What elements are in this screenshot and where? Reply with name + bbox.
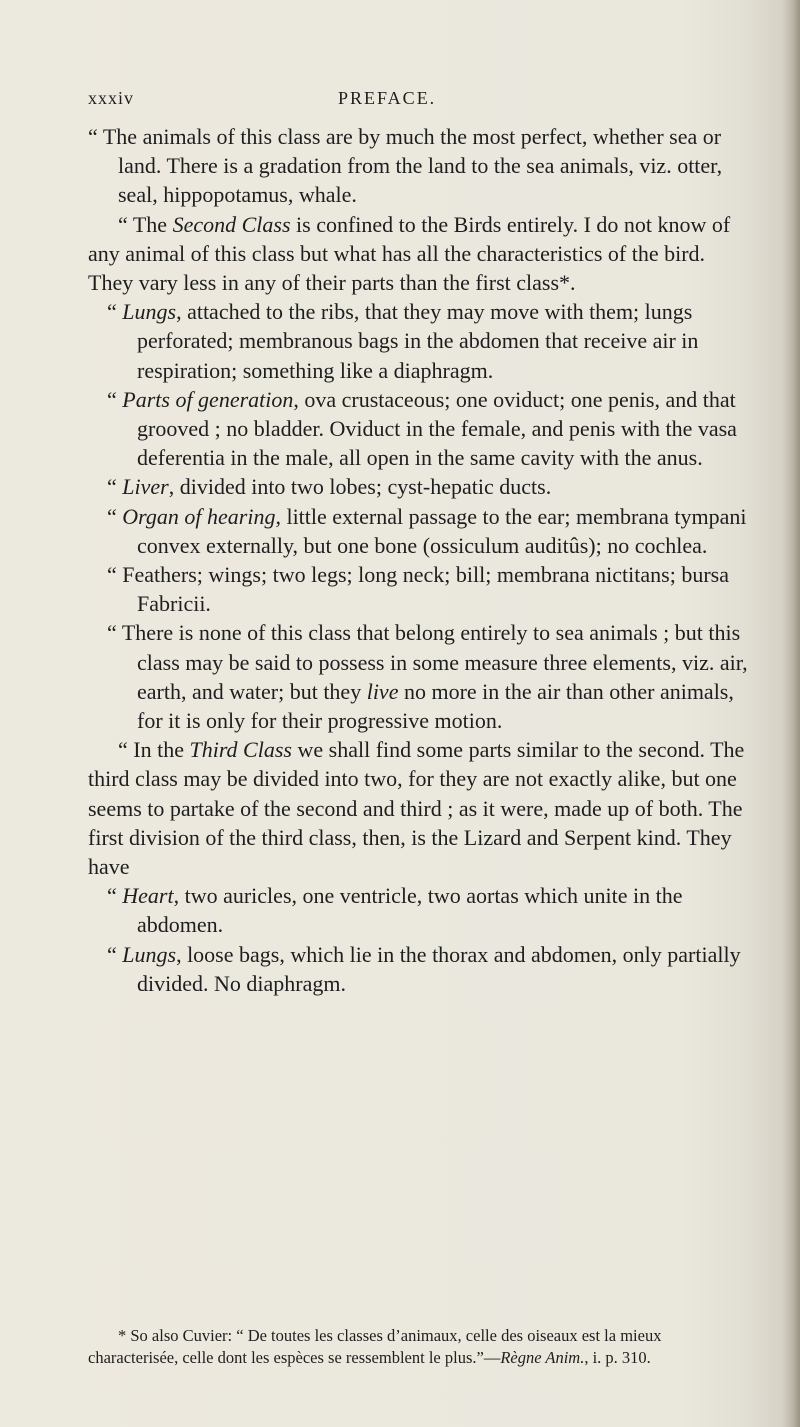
paragraph-organ-of-hearing: “ Organ of hearing, little external passage to the ear; membrana tympani convex externally, but one bone (ossiculum auditûs); no cochlea.: [107, 503, 747, 558]
running-title: PREFACE.: [338, 88, 437, 108]
paragraph-heart: “ Heart, two auricles, one ventricle, two aortas which unite in the abdomen.: [107, 883, 683, 938]
paragraph-feathers: “ Feathers; wings; two legs; long neck; bill; membrana nictitans; bursa Fabricii.: [107, 562, 729, 617]
paragraph-second-class: “ The Second Class is confined to the Birds entirely. I do not know of any animal of this class but what has all the characteristics of the bird. They vary less in any of their parts than the first class*.: [88, 211, 731, 296]
footnote-text: * So also Cuvier: “ De toutes les classes d’animaux, celle des oiseaux est la mieux characterisée, celle dont les espèces se ressemblent le plus.”—Règne Anim., i. p. 310.: [88, 1326, 662, 1367]
page-number: xxxiv: [88, 88, 135, 108]
paragraph-lungs: “ Lungs, attached to the ribs, that they may move with them; lungs perforated; membranous bags in the abdomen that receive air in respiration; something like a diaphragm.: [107, 299, 699, 383]
footnote: [88, 1325, 748, 1369]
paragraph-first-class: “ The animals of this class are by much the most perfect, whether sea or land. There is a gradation from the land to the sea animals, viz. otter, seal, hippopotamus, whale.: [88, 124, 723, 208]
paragraph-parts-of-generation: “ Parts of generation, ova crustaceous; one oviduct; one penis, and that grooved ; no bladder. Oviduct in the female, and penis with the vasa deferentia in the male, all open in the same cavity with the anus.: [107, 386, 737, 471]
page-header: [88, 88, 728, 116]
body-text: [88, 122, 748, 998]
paragraph-third-class: “ In the Third Class we shall find some parts similar to the second. The third class may be divided into two, for they are not exactly alike, but one seems to partake of the second and third ; as it were, made up of both. The first division of the third class, then, is the Lizard and Serpent kind. They have: [88, 737, 745, 880]
paragraph-sea-animals: “ There is none of this class that belong entirely to sea animals ; but this class may be said to possess in some measure three elements, viz. air, earth, and water; but they live no more in the air than other animals, for it is only for their progressive motion.: [107, 620, 748, 734]
page-edge-shadow: [782, 0, 800, 1427]
paragraph-liver: “ Liver, divided into two lobes; cyst-hepatic ducts.: [107, 474, 552, 500]
paragraph-lungs-third-class: “ Lungs, loose bags, which lie in the thorax and abdomen, only partially divided. No diaphragm.: [107, 941, 741, 996]
